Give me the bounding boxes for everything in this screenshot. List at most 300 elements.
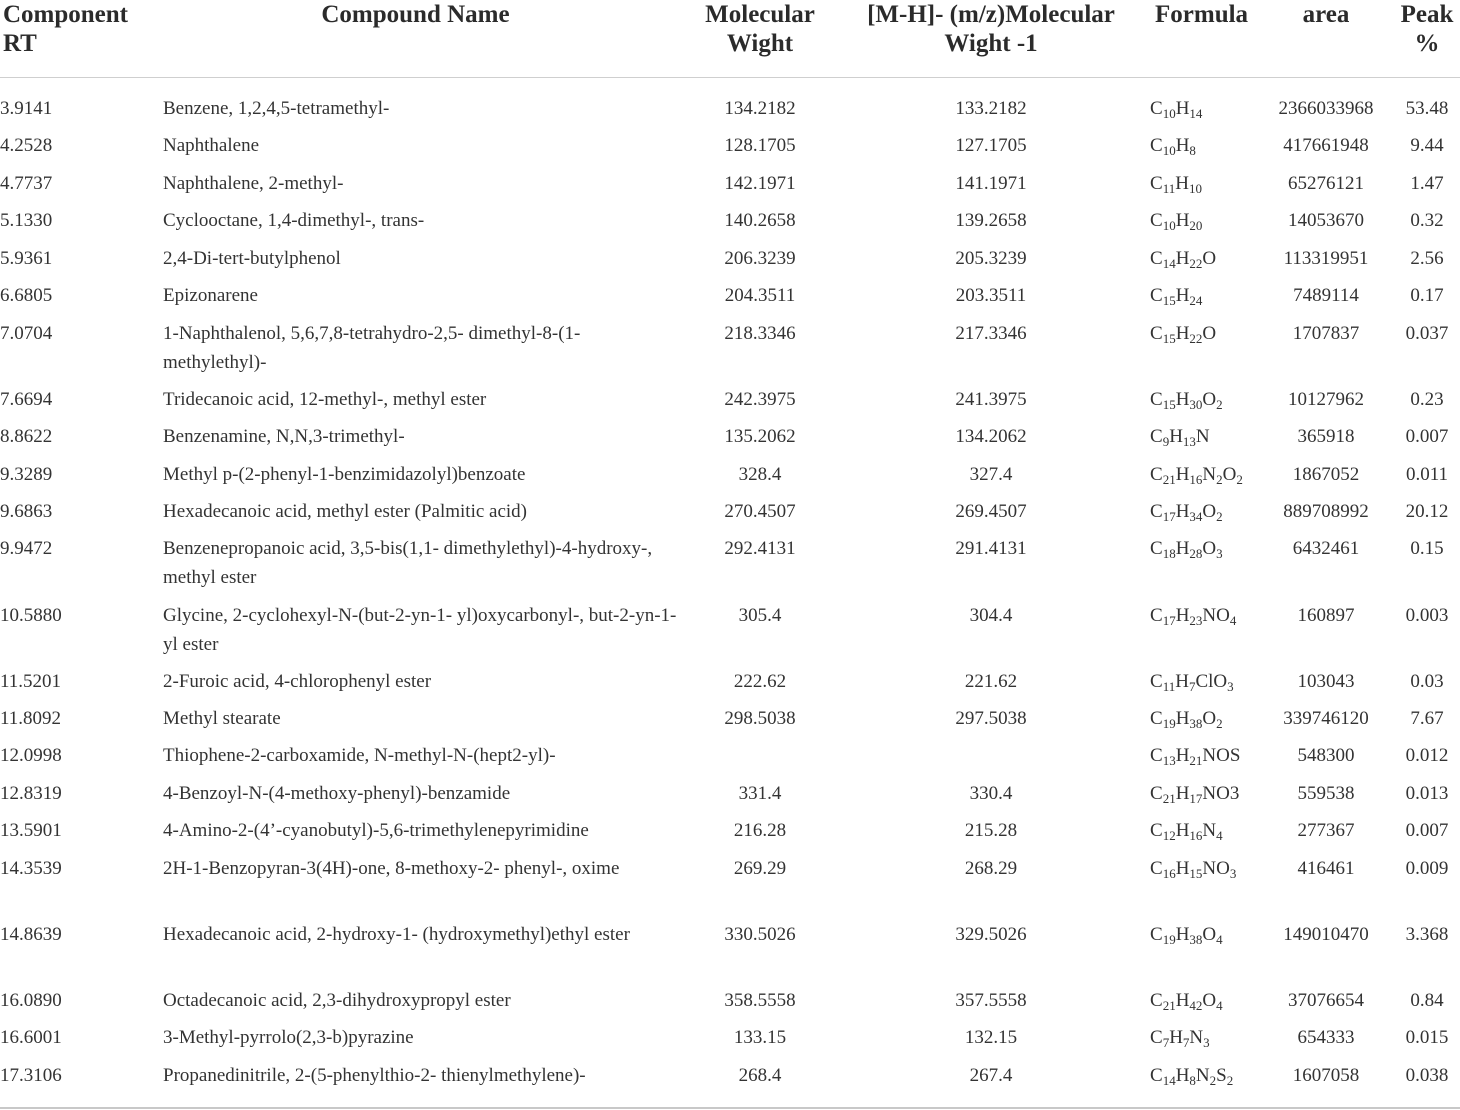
- cell-molecular-weight: 134.2182: [724, 98, 796, 119]
- cell-rt: 4.2528: [0, 135, 53, 156]
- cell-peak-percent: 0.23: [1410, 389, 1444, 410]
- cell-compound-name: Propanedinitrile, 2-(5-phenylthio-2- thienylmethylene)-: [163, 1065, 586, 1086]
- cell-peak-percent: 20.12: [1405, 501, 1449, 522]
- cell-rt: 11.5201: [0, 671, 62, 692]
- formula-subscript: 22: [1189, 256, 1203, 271]
- cell-molecular-weight: 218.3346: [724, 323, 796, 344]
- formula-subscript: 4: [1216, 932, 1223, 947]
- cell-mh-mz: 327.4: [969, 464, 1013, 485]
- cell-area: 1707837: [1292, 323, 1360, 344]
- formula-subscript: 2: [1209, 1073, 1217, 1088]
- formula-subscript: 8: [1189, 143, 1196, 158]
- formula-element: C: [1150, 671, 1163, 692]
- cell-molecular-weight: 204.3511: [724, 285, 796, 306]
- formula-subscript: 13: [1182, 434, 1196, 449]
- formula-subscript: 15: [1162, 331, 1176, 346]
- cell-molecular-weight: 328.4: [738, 464, 782, 485]
- cell-formula: [1150, 497, 1223, 526]
- formula-subscript: 4: [1216, 998, 1223, 1013]
- cell-rt: 14.8639: [0, 924, 62, 945]
- header-text: Peak: [1400, 1, 1454, 28]
- header-text: Wight -1: [944, 30, 1038, 57]
- formula-element: H: [1175, 323, 1190, 344]
- formula-subscript: 17: [1189, 791, 1203, 806]
- cell-molecular-weight: 142.1971: [724, 173, 796, 194]
- cell-rt: 9.9472: [0, 538, 53, 559]
- formula-subscript: 7: [1162, 1035, 1170, 1050]
- cell-formula: [1150, 1023, 1210, 1052]
- cell-area: 1867052: [1292, 464, 1360, 485]
- formula-element: H: [1175, 858, 1190, 879]
- header-text: Wight: [726, 30, 794, 57]
- formula-element: H: [1175, 1065, 1190, 1086]
- formula-element: O: [1202, 389, 1217, 410]
- cell-area: 6432461: [1292, 538, 1360, 559]
- formula-subscript: 2: [1216, 397, 1223, 412]
- formula-subscript: 14: [1162, 256, 1176, 271]
- cell-rt: 9.6863: [0, 501, 53, 522]
- header-text: Component: [3, 1, 129, 28]
- cell-rt: 9.3289: [0, 464, 53, 485]
- cell-molecular-weight: 298.5038: [724, 708, 796, 729]
- cell-area: 14053670: [1288, 210, 1364, 231]
- formula-subscript: 21: [1189, 753, 1203, 768]
- cell-peak-percent: 0.007: [1405, 820, 1449, 841]
- cell-mh-mz: 269.4507: [955, 501, 1027, 522]
- formula-element: C: [1150, 210, 1163, 231]
- cell-peak-percent: 0.013: [1405, 783, 1449, 804]
- formula-element: N: [1202, 820, 1217, 841]
- cell-formula: [1150, 94, 1202, 123]
- header-mh-mz: [856, 0, 1126, 58]
- formula-element: NO: [1202, 605, 1230, 626]
- cell-molecular-weight: 135.2062: [724, 426, 796, 447]
- cell-formula: [1150, 1061, 1233, 1090]
- formula-element: H: [1175, 464, 1190, 485]
- formula-subscript: 11: [1162, 181, 1176, 196]
- cell-mh-mz: 127.1705: [955, 135, 1027, 156]
- cell-peak-percent: 7.67: [1410, 708, 1444, 729]
- formula-subscript: 3: [1229, 866, 1237, 881]
- cell-area: 548300: [1297, 745, 1355, 766]
- cell-molecular-weight: 330.5026: [724, 924, 796, 945]
- cell-compound-name: Epizonarene: [163, 285, 258, 306]
- formula-element: C: [1150, 538, 1163, 559]
- cell-area: 103043: [1297, 671, 1355, 692]
- formula-element: H: [1175, 671, 1189, 692]
- cell-compound-name: 2,4-Di-tert-butylphenol: [163, 248, 341, 269]
- cell-area: 10127962: [1288, 389, 1364, 410]
- formula-element: H: [1175, 538, 1190, 559]
- formula-subscript: 10: [1162, 143, 1176, 158]
- header-formula: [1155, 0, 1248, 29]
- formula-subscript: 7: [1188, 679, 1196, 694]
- formula-subscript: 42: [1189, 998, 1203, 1013]
- formula-element: C: [1150, 1065, 1163, 1086]
- formula-element: O: [1222, 464, 1237, 485]
- cell-formula: [1150, 741, 1240, 770]
- formula-subscript: 17: [1162, 509, 1176, 524]
- formula-element: H: [1175, 990, 1190, 1011]
- formula-subscript: 3: [1203, 1035, 1210, 1050]
- cell-area: 149010470: [1283, 924, 1369, 945]
- cell-rt: 13.5901: [0, 820, 62, 841]
- cell-mh-mz: 134.2062: [955, 426, 1027, 447]
- formula-element: H: [1169, 426, 1183, 447]
- cell-compound-name: Octadecanoic acid, 2,3-dihydroxypropyl ester: [163, 990, 511, 1011]
- header-area: [1270, 0, 1382, 29]
- formula-element: O: [1202, 990, 1217, 1011]
- formula-subscript: 21: [1162, 472, 1176, 487]
- cell-mh-mz: 241.3975: [955, 389, 1027, 410]
- formula-element: H: [1175, 98, 1190, 119]
- cell-rt: 10.5880: [0, 605, 62, 626]
- cell-formula: [1150, 206, 1202, 235]
- formula-subscript: 14: [1189, 106, 1203, 121]
- formula-element: H: [1175, 745, 1190, 766]
- cell-area: 7489114: [1293, 285, 1359, 306]
- cell-mh-mz: 357.5558: [955, 990, 1027, 1011]
- cell-peak-percent: 0.015: [1405, 1027, 1449, 1048]
- cell-compound-name: Methyl p-(2-phenyl-1-benzimidazolyl)benzoate: [163, 464, 526, 485]
- cell-compound-name: Methyl stearate: [163, 708, 281, 729]
- header-text: Formula: [1155, 1, 1249, 28]
- cell-rt: 14.3539: [0, 858, 62, 879]
- formula-subscript: 12: [1162, 828, 1176, 843]
- cell-compound-name: 4-Benzoyl-N-(4-methoxy-phenyl)-benzamide: [163, 783, 511, 804]
- formula-element: ClO: [1195, 671, 1228, 692]
- table-bottom-rule: [0, 1107, 1460, 1109]
- formula-element: C: [1150, 783, 1163, 804]
- cell-area: 37076654: [1288, 990, 1364, 1011]
- cell-compound-name: Naphthalene, 2-methyl-: [163, 173, 344, 194]
- formula-subscript: 2: [1216, 472, 1223, 487]
- formula-subscript: 20: [1189, 218, 1203, 233]
- cell-area: 416461: [1297, 858, 1355, 879]
- cell-peak-percent: 0.011: [1405, 464, 1449, 485]
- cell-compound-name: Hexadecanoic acid, methyl ester (Palmitic acid): [163, 501, 528, 522]
- cell-formula: [1150, 854, 1236, 883]
- formula-element: O: [1202, 248, 1217, 269]
- cell-peak-percent: 0.15: [1410, 538, 1444, 559]
- cell-mh-mz: 297.5038: [955, 708, 1027, 729]
- formula-subscript: 15: [1162, 293, 1176, 308]
- cell-peak-percent: 0.03: [1410, 671, 1444, 692]
- cell-compound-name: Benzenamine, N,N,3-trimethyl-: [163, 426, 405, 447]
- cell-molecular-weight: 222.62: [733, 671, 787, 692]
- cell-rt: 5.9361: [0, 248, 53, 269]
- cell-mh-mz: 304.4: [969, 605, 1013, 626]
- cell-formula: [1150, 779, 1239, 808]
- formula-element: C: [1150, 605, 1163, 626]
- cell-molecular-weight: 269.29: [733, 858, 787, 879]
- formula-subscript: 2: [1216, 716, 1223, 731]
- formula-element: C: [1150, 924, 1163, 945]
- formula-subscript: 16: [1162, 866, 1176, 881]
- cell-compound-name: Hexadecanoic acid, 2-hydroxy-1- (hydroxymethyl)ethyl ester: [163, 924, 630, 945]
- cell-mh-mz: 139.2658: [955, 210, 1027, 231]
- cell-rt: 7.6694: [0, 389, 53, 410]
- cell-formula: [1150, 667, 1234, 696]
- formula-element: H: [1175, 210, 1190, 231]
- formula-subscript: 11: [1162, 679, 1176, 694]
- formula-subscript: 17: [1162, 613, 1176, 628]
- cell-area: 417661948: [1283, 135, 1369, 156]
- cell-molecular-weight: 305.4: [738, 605, 782, 626]
- formula-subscript: 38: [1189, 716, 1203, 731]
- formula-element: C: [1150, 173, 1163, 194]
- formula-subscript: 3: [1227, 679, 1234, 694]
- header-text: Molecular: [705, 1, 815, 28]
- cell-formula: [1150, 704, 1223, 733]
- cell-formula: [1150, 169, 1202, 198]
- cell-peak-percent: 9.44: [1410, 135, 1444, 156]
- cell-formula: [1150, 385, 1223, 414]
- cell-compound-name: 2-Furoic acid, 4-chlorophenyl ester: [163, 671, 432, 692]
- formula-element: C: [1150, 501, 1163, 522]
- cell-area: 889708992: [1283, 501, 1369, 522]
- cell-formula: [1150, 986, 1223, 1015]
- formula-element: C: [1150, 426, 1163, 447]
- cell-formula: [1150, 244, 1216, 273]
- cell-area: 65276121: [1288, 173, 1364, 194]
- formula-element: O: [1202, 323, 1217, 344]
- cell-rt: 17.3106: [0, 1065, 62, 1086]
- cell-formula: [1150, 920, 1223, 949]
- formula-subscript: 9: [1162, 434, 1170, 449]
- header-text: [M-H]- (m/z)Molecular: [867, 1, 1115, 28]
- header-component-rt: [3, 0, 128, 58]
- formula-subscript: 38: [1189, 932, 1203, 947]
- cell-mh-mz: 221.62: [964, 671, 1018, 692]
- formula-element: C: [1150, 858, 1163, 879]
- formula-element: H: [1175, 248, 1190, 269]
- formula-element: H: [1175, 501, 1190, 522]
- formula-subscript: 23: [1189, 613, 1203, 628]
- formula-element: H: [1175, 173, 1189, 194]
- formula-element: C: [1150, 135, 1163, 156]
- cell-formula: [1150, 534, 1223, 563]
- formula-subscript: 34: [1189, 509, 1203, 524]
- formula-subscript: 18: [1162, 546, 1176, 561]
- table-header: [0, 0, 1460, 78]
- formula-element: N: [1202, 464, 1217, 485]
- cell-mh-mz: 267.4: [969, 1065, 1013, 1086]
- formula-element: O: [1202, 501, 1217, 522]
- cell-area: 339746120: [1283, 708, 1369, 729]
- cell-peak-percent: 53.48: [1405, 98, 1449, 119]
- cell-area: 277367: [1297, 820, 1355, 841]
- formula-element: C: [1150, 98, 1163, 119]
- formula-subscript: 19: [1162, 932, 1176, 947]
- cell-mh-mz: 141.1971: [955, 173, 1027, 194]
- cell-rt: 12.8319: [0, 783, 62, 804]
- formula-element: H: [1175, 783, 1190, 804]
- cell-peak-percent: 1.47: [1410, 173, 1444, 194]
- cell-peak-percent: 3.368: [1405, 924, 1449, 945]
- cell-peak-percent: 0.32: [1410, 210, 1444, 231]
- cell-compound-name: 3-Methyl-pyrrolo(2,3-b)pyrazine: [163, 1027, 414, 1048]
- cell-mh-mz: 133.2182: [955, 98, 1027, 119]
- formula-element: H: [1169, 1027, 1183, 1048]
- cell-compound-name: Benzene, 1,2,4,5-tetramethyl-: [163, 98, 390, 119]
- cell-compound-name: Tridecanoic acid, 12-methyl-, methyl ester: [163, 389, 487, 410]
- cell-mh-mz: 329.5026: [955, 924, 1027, 945]
- formula-subscript: 24: [1189, 293, 1203, 308]
- cell-formula: [1150, 281, 1202, 310]
- formula-element: N: [1189, 1027, 1204, 1048]
- formula-element: C: [1150, 820, 1163, 841]
- formula-subscript: 10: [1162, 218, 1176, 233]
- cell-molecular-weight: 331.4: [738, 783, 782, 804]
- cell-peak-percent: 0.009: [1405, 858, 1449, 879]
- formula-subscript: 16: [1189, 828, 1203, 843]
- formula-subscript: 3: [1216, 546, 1223, 561]
- formula-subscript: 4: [1229, 613, 1237, 628]
- cell-compound-name: Benzenepropanoic acid, 3,5-bis(1,1- dimethylethyl)-4-hydroxy-, methyl ester: [163, 538, 653, 588]
- header-compound-name: [163, 0, 668, 29]
- cell-mh-mz: 132.15: [964, 1027, 1018, 1048]
- formula-element: S: [1216, 1065, 1227, 1086]
- cell-rt: 7.0704: [0, 323, 53, 344]
- formula-subscript: 13: [1162, 753, 1176, 768]
- header-peak-percent: [1396, 0, 1458, 58]
- formula-element: C: [1150, 745, 1163, 766]
- cell-area: 559538: [1297, 783, 1355, 804]
- cell-compound-name: Naphthalene: [163, 135, 260, 156]
- formula-element: O: [1202, 708, 1217, 729]
- formula-element: N: [1195, 1065, 1210, 1086]
- formula-subscript: 16: [1189, 472, 1203, 487]
- cell-peak-percent: 0.012: [1405, 745, 1449, 766]
- cell-formula: [1150, 319, 1216, 348]
- header-molecular-weight: [695, 0, 825, 58]
- cell-mh-mz: 330.4: [969, 783, 1013, 804]
- cell-area: 654333: [1297, 1027, 1355, 1048]
- formula-subscript: 22: [1189, 331, 1203, 346]
- formula-element: H: [1175, 924, 1190, 945]
- formula-subscript: 21: [1162, 791, 1176, 806]
- cell-area: 160897: [1297, 605, 1355, 626]
- cell-mh-mz: 215.28: [964, 820, 1018, 841]
- cell-rt: 11.8092: [0, 708, 62, 729]
- formula-element: O: [1202, 924, 1217, 945]
- header-text: area: [1302, 1, 1350, 28]
- cell-formula: [1150, 601, 1236, 630]
- formula-subscript: 30: [1189, 397, 1203, 412]
- cell-molecular-weight: 133.15: [733, 1027, 787, 1048]
- formula-element: H: [1175, 389, 1190, 410]
- formula-subscript: 2: [1216, 509, 1223, 524]
- cell-rt: 16.0890: [0, 990, 62, 1011]
- formula-subscript: 7: [1182, 1035, 1190, 1050]
- formula-subscript: 10: [1162, 106, 1176, 121]
- formula-element: C: [1150, 464, 1163, 485]
- cell-formula: [1150, 460, 1243, 489]
- cell-peak-percent: 0.84: [1410, 990, 1444, 1011]
- formula-element: H: [1175, 135, 1190, 156]
- formula-element: NO: [1202, 858, 1230, 879]
- cell-molecular-weight: 242.3975: [724, 389, 796, 410]
- formula-subscript: 2: [1236, 472, 1243, 487]
- cell-peak-percent: 0.007: [1405, 426, 1449, 447]
- cell-compound-name: Thiophene-2-carboxamide, N-methyl-N-(hept2-yl)-: [163, 745, 556, 766]
- formula-element: NO3: [1202, 783, 1240, 804]
- formula-element: C: [1150, 248, 1163, 269]
- cell-peak-percent: 2.56: [1410, 248, 1444, 269]
- formula-subscript: 28: [1189, 546, 1203, 561]
- cell-compound-name: Cyclooctane, 1,4-dimethyl-, trans-: [163, 210, 425, 231]
- cell-area: 365918: [1297, 426, 1355, 447]
- formula-element: NOS: [1202, 745, 1241, 766]
- formula-subscript: 10: [1188, 181, 1202, 196]
- formula-element: H: [1175, 605, 1190, 626]
- formula-element: C: [1150, 389, 1163, 410]
- cell-mh-mz: 205.3239: [955, 248, 1027, 269]
- cell-compound-name: 1-Naphthalenol, 5,6,7,8-tetrahydro-2,5- dimethyl-8-(1-methylethyl)-: [163, 323, 581, 373]
- formula-element: H: [1175, 285, 1190, 306]
- cell-compound-name: Glycine, 2-cyclohexyl-N-(but-2-yn-1- yl)oxycarbonyl-, but-2-yn-1-yl ester: [163, 605, 677, 655]
- cell-compound-name: 4-Amino-2-(4’-cyanobutyl)-5,6-trimethylenepyrimidine: [163, 820, 589, 841]
- formula-subscript: 4: [1216, 828, 1223, 843]
- cell-molecular-weight: 292.4131: [724, 538, 796, 559]
- cell-mh-mz: 291.4131: [955, 538, 1027, 559]
- cell-rt: 8.8622: [0, 426, 53, 447]
- cell-molecular-weight: 128.1705: [724, 135, 796, 156]
- cell-formula: [1150, 131, 1196, 160]
- formula-element: C: [1150, 1027, 1163, 1048]
- formula-element: C: [1150, 285, 1163, 306]
- cell-molecular-weight: 216.28: [733, 820, 787, 841]
- formula-element: C: [1150, 990, 1163, 1011]
- cell-area: 113319951: [1283, 248, 1369, 269]
- cell-mh-mz: 203.3511: [955, 285, 1027, 306]
- header-text: Compound Name: [321, 1, 510, 28]
- formula-element: H: [1175, 820, 1190, 841]
- cell-area: 2366033968: [1278, 98, 1374, 119]
- header-text: %: [1414, 30, 1440, 57]
- cell-peak-percent: 0.17: [1410, 285, 1444, 306]
- cell-formula: [1150, 816, 1223, 845]
- cell-rt: 6.6805: [0, 285, 53, 306]
- cell-area: 1607058: [1292, 1065, 1360, 1086]
- formula-subscript: 15: [1189, 866, 1203, 881]
- cell-molecular-weight: 270.4507: [724, 501, 796, 522]
- cell-peak-percent: 0.003: [1405, 605, 1449, 626]
- cell-rt: 5.1330: [0, 210, 53, 231]
- cell-molecular-weight: 268.4: [738, 1065, 782, 1086]
- formula-element: O: [1202, 538, 1217, 559]
- cell-rt: 3.9141: [0, 98, 53, 119]
- formula-subscript: 8: [1189, 1073, 1196, 1088]
- cell-compound-name: 2H-1-Benzopyran-3(4H)-one, 8-methoxy-2- phenyl-, oxime: [163, 858, 620, 879]
- formula-element: C: [1150, 323, 1163, 344]
- formula-subscript: 21: [1162, 998, 1176, 1013]
- cell-formula: [1150, 422, 1210, 451]
- formula-element: H: [1175, 708, 1190, 729]
- cell-mh-mz: 217.3346: [955, 323, 1027, 344]
- formula-subscript: 19: [1162, 716, 1176, 731]
- cell-rt: 12.0998: [0, 745, 62, 766]
- cell-rt: 4.7737: [0, 173, 53, 194]
- cell-molecular-weight: 358.5558: [724, 990, 796, 1011]
- cell-molecular-weight: 140.2658: [724, 210, 796, 231]
- cell-molecular-weight: 206.3239: [724, 248, 796, 269]
- formula-subscript: 14: [1162, 1073, 1176, 1088]
- cell-peak-percent: 0.038: [1405, 1065, 1449, 1086]
- formula-element: N: [1195, 426, 1210, 447]
- cell-mh-mz: 268.29: [964, 858, 1018, 879]
